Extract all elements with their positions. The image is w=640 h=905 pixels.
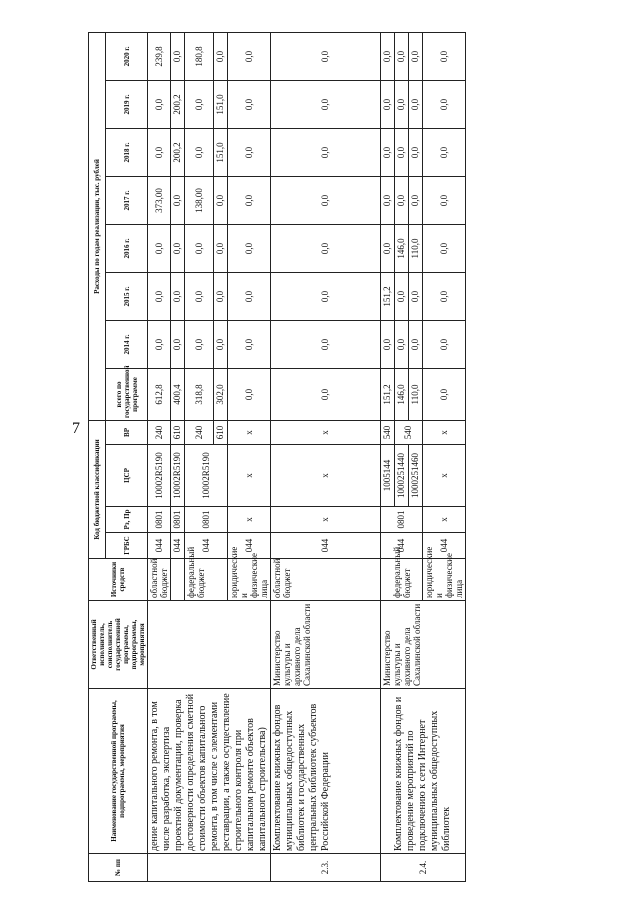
source-regional-2-3: областной бюджет [271,559,381,601]
measure-name-2-4: Комплектование книжных фондов и проведение мероприятий по подключению к сети Интернет муниципальных общедоступных библиотек [381,689,466,854]
cell-2020: 0,0 [271,32,381,80]
cell-2014: 0,0 [395,320,409,368]
cell-2020: 0,0 [423,32,466,80]
cell-2017: 138,00 [185,176,214,224]
cell-2014: 0,0 [381,320,395,368]
executor-2-3: Министерство культуры и архивного дела Сахалинской области [271,601,381,689]
cell-2017: 0,0 [423,176,466,224]
rotated-page-frame [88,32,636,882]
cell-2014: 0,0 [228,320,271,368]
header-grbs: ГРБС [106,533,148,559]
cell-2020: 0,0 [395,32,409,80]
cell-2015: 0,0 [409,272,423,320]
cell-2020: 0,0 [409,32,423,80]
source-regional: областной бюджет [148,559,171,601]
header-2018: 2018 г. [106,128,148,176]
cell-2020: 239,8 [148,32,171,80]
cell-2020: 0,0 [171,32,185,80]
cell-2020: 0,0 [214,32,228,80]
source-regional-2 [171,559,185,601]
cell-vr: 240 [148,420,171,444]
cell-vr: 610 [171,420,185,444]
cell-total: 151,2 [381,368,395,420]
cell-2018: 0,0 [228,128,271,176]
cell-2015: 0,0 [171,272,185,320]
cell-2014: 0,0 [271,320,381,368]
cell-2015: 0,0 [395,272,409,320]
cell-rzpr: х [271,507,381,533]
cell-csr: 1000251460 [409,445,423,507]
header-row-1 [89,32,106,881]
cell-vr: 540 [381,420,395,444]
header-name: Наименование государственной программы, подпрограммы, мероприятия [89,689,148,854]
cell-rzpr: 0801 [148,507,171,533]
cell-2016: 0,0 [214,224,228,272]
source-federal-2-4: федеральный бюджет [381,559,423,601]
cell-2017: 0,0 [214,176,228,224]
header-2016: 2016 г. [106,224,148,272]
cell-2019: 0,0 [409,80,423,128]
cell-rzpr: 0801 [171,507,185,533]
cell-2016: 0,0 [171,224,185,272]
cell-2014: 0,0 [148,320,171,368]
cell-vr: х [423,420,466,444]
cell-total: 0,0 [228,368,271,420]
header-2015: 2015 г. [106,272,148,320]
cell-2016: 0,0 [271,224,381,272]
cell-2017: 0,0 [395,176,409,224]
cell-grbs: 044 [185,533,228,559]
expense-table-document [88,32,636,882]
measure-name-2-3: Комплектование книжных фондов муниципальных общедоступных библиотек и государственных центральных библиотек субъектов Российской Федерации [271,689,381,854]
executor-2-4: Министерство культуры и архивного дела Сахалинской области [381,601,466,689]
cell-2018: 0,0 [395,128,409,176]
cell-2018: 0,0 [381,128,395,176]
cell-csr: х [271,445,381,507]
cell-2018: 0,0 [409,128,423,176]
cell-2015: 151,2 [381,272,395,320]
cell-total: 302,0 [214,368,228,420]
row-num-2-3: 2.3. [271,854,381,882]
cell-2019: 0,0 [381,80,395,128]
cell-2015: 0,0 [214,272,228,320]
header-num: № пп [89,854,148,882]
cell-total: 0,0 [271,368,381,420]
cell-2014: 0,0 [214,320,228,368]
cell-2015: 0,0 [185,272,214,320]
source-legal-persons-2-4: юридические и физические лица [423,559,466,601]
header-vr: ВР [106,420,148,444]
cell-2017: 0,0 [228,176,271,224]
cell-rzpr: 0801 [381,507,423,533]
cell-2020: 0,0 [228,32,271,80]
header-source: Источники средств [89,559,148,601]
cell-total: 318,8 [185,368,214,420]
cell-2015: 0,0 [228,272,271,320]
cell-csr: х [423,445,466,507]
table-row [271,32,381,881]
cell-grbs: 044 [148,533,171,559]
source-legal-persons: юридические и физические лица [228,559,271,601]
cell-2020: 180,8 [185,32,214,80]
cell-2017: 0,0 [271,176,381,224]
cell-rzpr: х [423,507,466,533]
cell-2018: 151,0 [214,128,228,176]
executor-cell [148,601,271,689]
cell-2017: 0,0 [381,176,395,224]
header-csr: ЦСР [106,445,148,507]
cell-2014: 0,0 [185,320,214,368]
cell-vr: х [228,420,271,444]
cell-vr: 540 [395,420,423,444]
cell-2019: 0,0 [395,80,409,128]
cell-vr: х [271,420,381,444]
cell-2016: 0,0 [185,224,214,272]
cell-2015: 0,0 [423,272,466,320]
page-number: 7 [72,420,80,437]
cell-2016: 110,0 [409,224,423,272]
header-total: всего по государственной программе [106,368,148,420]
cell-vr: 240 [185,420,214,444]
cell-rzpr: х [228,507,271,533]
cell-2016: 0,0 [381,224,395,272]
cell-total: 0,0 [423,368,466,420]
header-rzpr: Рз, Пр [106,507,148,533]
cell-2014: 0,0 [171,320,185,368]
cell-2016: 0,0 [423,224,466,272]
cell-2018: 200,2 [171,128,185,176]
cell-2018: 0,0 [148,128,171,176]
cell-2015: 0,0 [271,272,381,320]
source-federal: федеральный бюджет [185,559,228,601]
cell-csr: 10002R5190 [148,445,171,507]
cell-2017: 0,0 [409,176,423,224]
cell-csr: 1000251440 [395,445,409,507]
cell-2019: 0,0 [271,80,381,128]
header-2020: 2020 г. [106,32,148,80]
cell-2019: 0,0 [423,80,466,128]
measure-name-cont: дение капитального ремонта, в том числе разработка, экспертиза проектной документации, проверка достоверности определения сметной стоимости объектов капитального ремонта, в том числе с элементами реставрации, а также осуществление строительного контроля при капитальном ремонте объектов капитального строительства) [148,689,271,854]
header-budget-code: Код бюджетной классификации [89,420,106,558]
cell-2018: 0,0 [271,128,381,176]
cell-total: 146,0 [395,368,409,420]
cell-2017: 0,0 [171,176,185,224]
row-num-2-4: 2.4. [381,854,466,882]
cell-rzpr: 0801 [185,507,228,533]
cell-2014: 0,0 [409,320,423,368]
cell-csr: 10002R5190 [171,445,185,507]
expense-table [88,32,466,882]
cell-vr: 610 [214,420,228,444]
cell-csr: х [228,445,271,507]
cell-2019: 200,2 [171,80,185,128]
header-executor: Ответственный исполнитель, соисполнитель государственной программы, подпрограммы, мероприятия [89,601,148,689]
header-2014: 2014 г. [106,320,148,368]
cell-csr: 10002R5190 [185,445,228,507]
cell-2015: 0,0 [148,272,171,320]
cell-2019: 0,0 [228,80,271,128]
cell-2017: 373,00 [148,176,171,224]
cell-grbs: 044 [271,533,381,559]
cell-total: 110,0 [409,368,423,420]
cell-2020: 0,0 [381,32,395,80]
cell-2019: 0,0 [148,80,171,128]
cell-2016: 0,0 [228,224,271,272]
cell-total: 400,4 [171,368,185,420]
cell-grbs: 044 [423,533,466,559]
header-2019: 2019 г. [106,80,148,128]
row-num-cell [148,854,271,882]
header-2017: 2017 г. [106,176,148,224]
cell-2014: 0,0 [423,320,466,368]
cell-2019: 0,0 [185,80,214,128]
cell-total: 612,8 [148,368,171,420]
cell-grbs: 044 [171,533,185,559]
table-row [148,32,171,881]
table-row [381,32,395,881]
cell-2016: 146,0 [395,224,409,272]
header-expenses: Расходы по годам реализации, тыс. рублей [89,32,106,420]
cell-grbs: 044 [381,533,423,559]
cell-2018: 0,0 [423,128,466,176]
cell-2018: 0,0 [185,128,214,176]
cell-2019: 151,0 [214,80,228,128]
cell-grbs: 044 [228,533,271,559]
cell-2016: 0,0 [148,224,171,272]
cell-csr: 1005144 [381,445,395,507]
